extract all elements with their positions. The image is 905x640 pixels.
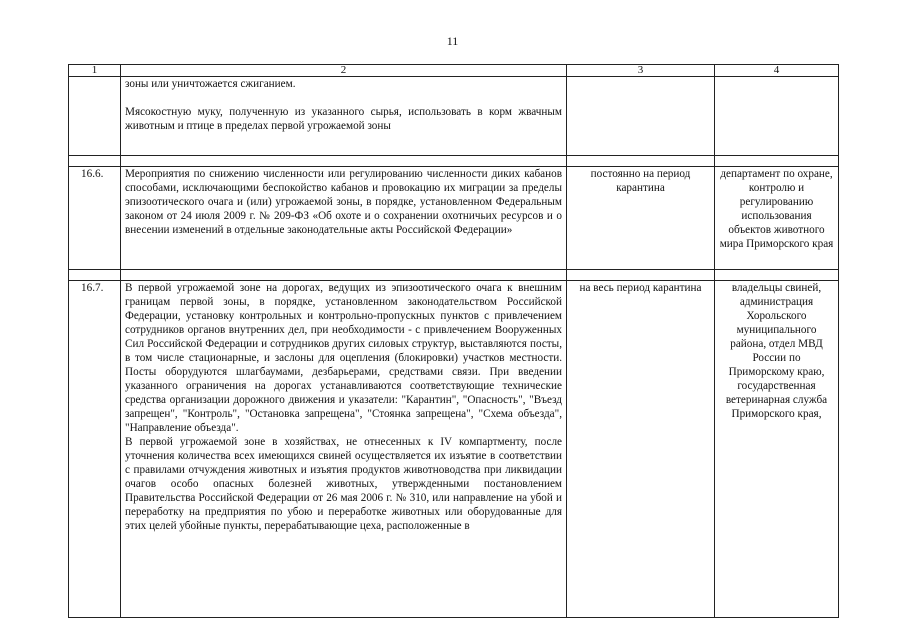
table-row	[69, 77, 839, 156]
measure-cell	[121, 281, 567, 618]
measure-paragraph: Мясокостную муку, полученную из указанного сырья, использовать в корм жвачным животным и птице в пределах первой угрожаемой зоны	[125, 106, 562, 132]
measure-cell	[121, 167, 567, 270]
period-cell: постоянно на период карантина	[567, 167, 715, 270]
measure-cell	[121, 77, 567, 156]
measure-paragraph: В первой угрожаемой зоне на дорогах, ведущих из эпизоотического очага к внешним границам первой зоны, в порядке, установленном законодательством Российской Федерации, установку контрольных и контрольно-пропускных пунктов с привлечением сотрудников органов внутренних дел, при необходимости - с привлечением Вооруженных Сил Российской Федерации и сотрудников других силовых структур, выставляются посты, в том числе стационарные, и заслоны для оцепления (блокировки) участков местности. Посты оборудуются шлагбаумами, дезбарьерами, средствами связи. При введении указанного ограничения на дорогах устанавливаются соответствующие технические средства организации дорожного движения и указатели: "Карантин", "Опасность", "Въезд запрещен", "Контроль", "Остановка запрещена", "Стоянка запрещена", "Схема объезда", "Направление объезда".	[125, 282, 562, 434]
period-cell: на весь период карантина	[567, 281, 715, 618]
row-number	[69, 77, 121, 156]
measures-table	[68, 64, 839, 618]
table-row	[69, 281, 839, 618]
column-number-3: 3	[567, 65, 715, 77]
responsible-cell	[715, 77, 839, 156]
measure-paragraph: Мероприятия по снижению численности или регулированию численности диких кабанов способами, исключающими беспокойство кабанов и провокацию их миграции за пределы эпизоотического очага и (или) угрожаемой зоны, в порядке, установленном Федеральным законом от 24 июля 2009 г. № 209-ФЗ «Об охоте и о сохранении охотничьих ресурсов и о внесении изменений в отдельные законодательные акты Российской Федерации»	[125, 168, 562, 236]
separator-row	[69, 270, 839, 281]
row-number: 16.7.	[69, 281, 121, 618]
responsible-cell: департамент по охране, контролю и регулированию использования объектов животного мира Приморского края	[715, 167, 839, 270]
column-number-4: 4	[715, 65, 839, 77]
separator-row	[69, 156, 839, 167]
table-row	[69, 167, 839, 270]
responsible-cell: владельцы свиней, администрация Хорольского муниципального района, отдел МВД России по Приморскому краю, государственная ветеринарная служба Приморского края,	[715, 281, 839, 618]
measure-paragraph: зоны или уничтожается сжиганием.	[125, 78, 296, 90]
page-number: 11	[446, 34, 459, 48]
column-number-1: 1	[69, 65, 121, 77]
column-number-row	[69, 65, 839, 77]
measure-paragraph: В первой угрожаемой зоне в хозяйствах, не отнесенных к IV компартменту, после уточнения количества всех имеющихся свиней осуществляется их изъятие в соответствии с правилами отчуждения животных и изъятия продуктов животноводства при ликвидации очагов особо опасных болезней животных, утвержденными постановлением Правительства Российской Федерации от 26 мая 2006 г. № 310, или направление на убой и переработку на предприятия по убою и переработке животных или оборудованные для этих целей убойные пункты, перерабатывающие цеха, расположенные в	[125, 436, 562, 532]
row-number: 16.6.	[69, 167, 121, 270]
column-number-2: 2	[121, 65, 567, 77]
period-cell	[567, 77, 715, 156]
